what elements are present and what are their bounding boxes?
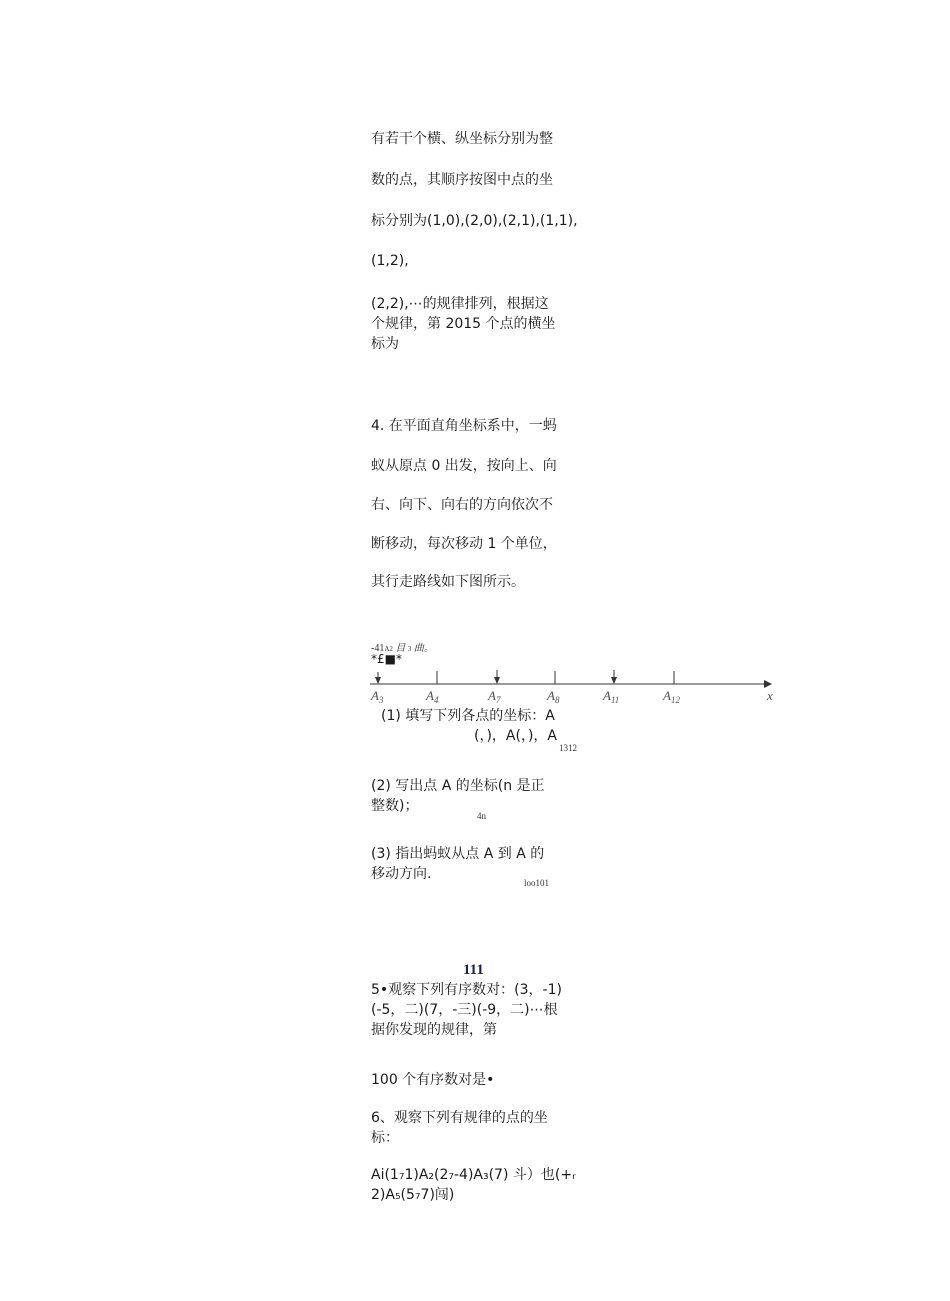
q6-line-2: 标： (371, 1130, 399, 1146)
garble-part-4: 3 (407, 645, 412, 653)
label-a12: $A_{12}$ (663, 688, 680, 705)
garble-part-1: -41 (371, 643, 385, 654)
q6-coords-line-1: Ai(1₇1)A₂(2₇-4)A₃(7) 斗）也(+ᵣ (371, 1167, 576, 1183)
q3-block-line-2: 个规律，第 2015 个点的横坐 (371, 316, 556, 332)
q3-block-line-1: (2,2),⋯的规律排列，根据这 (371, 296, 549, 312)
label-a8: $A_8$ (547, 688, 560, 705)
x-axis-arrowhead (764, 680, 772, 688)
q4-line-3: 右、向下、向右的方向依次不 (371, 497, 553, 513)
garble-part-3: 目 (395, 643, 406, 654)
q5-tail: 100 个有序数对是• (371, 1072, 495, 1088)
q6-coords-line-2: 2)A₅(5₇7)闯) (371, 1187, 455, 1203)
q3-block-line-3: 标为 (371, 336, 399, 352)
q4-line-5: 其行走路线如下图所示。 (371, 574, 525, 590)
q4-sub2-line-2: 整数)； (371, 798, 419, 814)
garble-part-2: A2 (384, 645, 393, 653)
q4-line-2: 蚁从原点 0 出发，按向上、向 (371, 458, 557, 474)
q4-sub3-small: loo101 (524, 878, 550, 888)
ant-path-figure (366, 664, 786, 708)
q3-line-4: (1,2), (371, 253, 409, 269)
figure-garble-text-2: *£■* (371, 652, 402, 666)
marker-a11 (611, 670, 617, 684)
q4-sub1-line-1: (1) 填写下列各点的坐标：A (381, 708, 555, 724)
label-a7: $A_7$ (488, 688, 501, 705)
marker-a3 (375, 672, 381, 684)
label-a4: $A_4$ (426, 688, 439, 705)
q4-line-1: 4. 在平面直角坐标系中，一蚂 (371, 418, 557, 434)
q4-sub2-line-1: (2) 写出点 A 的坐标(n 是正 (371, 778, 545, 794)
q4-sub1-small: 1312 (559, 743, 577, 753)
q5-line-1: 5•观察下列有序数对：(3，-1) (371, 982, 562, 998)
q5-header-number: 111 (463, 962, 484, 978)
q5-line-2: (-5，二)(7，-三)(-9，二)⋯根 (371, 1002, 558, 1018)
q4-sub3-line-2: 移动方向. (371, 866, 432, 882)
q4-sub3-line-1: (3) 指出蚂蚁从点 A 到 A 的 (371, 846, 545, 862)
label-a3: $A_3$ (371, 688, 384, 705)
q3-line-2: 数的点，其顺序按图中点的坐 (371, 172, 553, 188)
q4-sub2-small: 4n (477, 811, 486, 821)
marker-a7 (494, 670, 500, 684)
q4-line-4: 断移动，每次移动 1 个单位， (371, 536, 557, 552)
q3-line-1: 有若干个横、纵坐标分别为整 (371, 131, 553, 147)
q6-line-1: 6、观察下列有规律的点的坐 (371, 1110, 548, 1126)
q4-sub1-line-2: (，)，A(，)，A (474, 728, 558, 744)
q5-line-3: 据你发现的规律，第 (371, 1022, 497, 1038)
axis-label-x: x (767, 688, 773, 703)
q3-line-3: 标分别为(1,0),(2,0),(2,1),(1,1), (371, 213, 578, 229)
garble-part-5: 曲。 (413, 643, 434, 654)
label-a11: $A_{11}$ (603, 688, 620, 705)
